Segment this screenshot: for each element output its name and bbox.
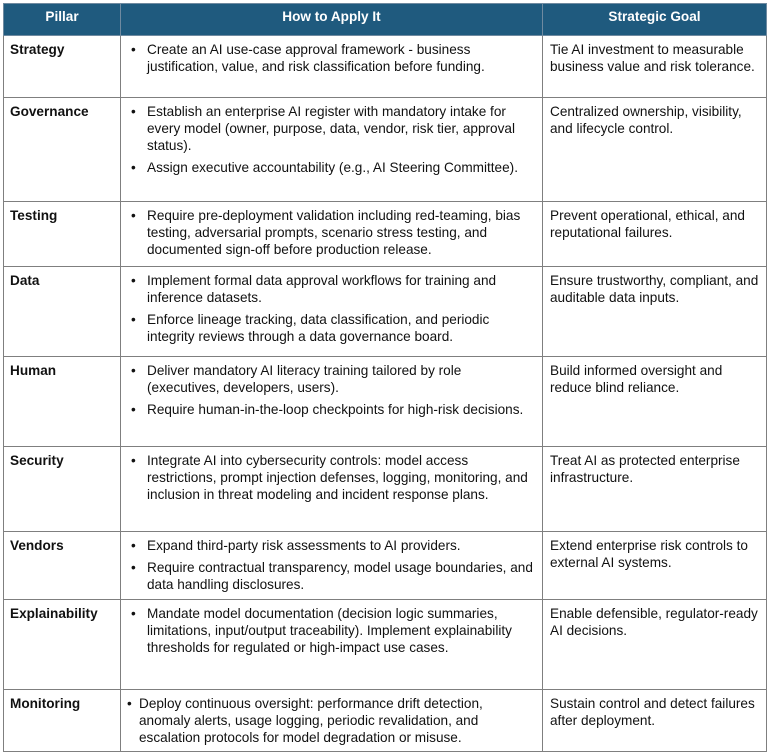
how-cell bbox=[121, 36, 543, 98]
bullet-text: Deploy continuous oversight: performance drift detection, anomaly alerts, usage logging, periodic revalidation, and escalation protocols for model degradation or misuse. bbox=[139, 696, 483, 745]
how-cell bbox=[121, 447, 543, 532]
how-cell bbox=[121, 202, 543, 267]
header-strategic-goal: Strategic Goal bbox=[543, 4, 767, 36]
bullet-list bbox=[127, 272, 536, 345]
pillar-cell: Data bbox=[4, 267, 121, 357]
bullet-text: Enforce lineage tracking, data classification, and periodic integrity reviews through a data governance board. bbox=[147, 312, 490, 344]
pillar-cell: Human bbox=[4, 357, 121, 447]
pillar-cell: Testing bbox=[4, 202, 121, 267]
list-item bbox=[127, 362, 536, 396]
how-cell bbox=[121, 600, 543, 690]
bullet-icon: • bbox=[131, 363, 136, 378]
bullet-icon: • bbox=[131, 606, 136, 621]
table-row bbox=[4, 600, 767, 690]
how-cell bbox=[121, 357, 543, 447]
ai-governance-table bbox=[3, 3, 767, 752]
bullet-icon: • bbox=[131, 42, 136, 57]
goal-cell: Sustain control and detect failures after deployment. bbox=[543, 690, 767, 752]
bullet-icon: • bbox=[131, 453, 136, 468]
list-item bbox=[127, 311, 536, 345]
bullet-text: Implement formal data approval workflows for training and inference datasets. bbox=[147, 273, 497, 305]
list-item bbox=[127, 537, 536, 554]
bullet-icon: • bbox=[131, 312, 136, 327]
bullet-icon: • bbox=[131, 402, 136, 417]
goal-cell: Prevent operational, ethical, and reputational failures. bbox=[543, 202, 767, 267]
bullet-icon: • bbox=[131, 208, 136, 223]
bullet-text: Create an AI use-case approval framework - business justification, value, and risk classification before funding. bbox=[147, 42, 485, 74]
list-item bbox=[127, 401, 536, 418]
bullet-text: Expand third-party risk assessments to AI providers. bbox=[147, 538, 461, 553]
list-item bbox=[127, 695, 536, 746]
bullet-list bbox=[127, 362, 536, 418]
list-item bbox=[127, 559, 536, 593]
table-row bbox=[4, 690, 767, 752]
table-row bbox=[4, 532, 767, 600]
bullet-list bbox=[127, 452, 536, 503]
bullet-list bbox=[127, 695, 536, 746]
bullet-icon: • bbox=[131, 560, 136, 575]
goal-cell: Build informed oversight and reduce blind reliance. bbox=[543, 357, 767, 447]
bullet-list bbox=[127, 103, 536, 176]
how-cell bbox=[121, 98, 543, 202]
how-cell bbox=[121, 532, 543, 600]
list-item bbox=[127, 605, 536, 656]
list-item bbox=[127, 452, 536, 503]
header-how-to-apply: How to Apply It bbox=[121, 4, 543, 36]
bullet-icon: • bbox=[127, 696, 132, 711]
list-item bbox=[127, 159, 536, 176]
list-item bbox=[127, 272, 536, 306]
how-cell bbox=[121, 267, 543, 357]
bullet-icon: • bbox=[131, 160, 136, 175]
bullet-list bbox=[127, 41, 536, 75]
header-pillar: Pillar bbox=[4, 4, 121, 36]
table-row bbox=[4, 36, 767, 98]
bullet-list bbox=[127, 207, 536, 258]
bullet-icon: • bbox=[131, 104, 136, 119]
list-item bbox=[127, 103, 536, 154]
bullet-text: Require contractual transparency, model usage boundaries, and data handling disclosures. bbox=[147, 560, 533, 592]
pillar-cell: Monitoring bbox=[4, 690, 121, 752]
bullet-text: Integrate AI into cybersecurity controls: model access restrictions, prompt injection defenses, logging, monitoring, and inclusion in threat modeling and incident response plans. bbox=[147, 453, 528, 502]
goal-cell: Ensure trustworthy, compliant, and auditable data inputs. bbox=[543, 267, 767, 357]
pillar-cell: Explainability bbox=[4, 600, 121, 690]
table-header-row bbox=[4, 4, 767, 36]
table-row bbox=[4, 447, 767, 532]
list-item bbox=[127, 207, 536, 258]
goal-cell: Treat AI as protected enterprise infrastructure. bbox=[543, 447, 767, 532]
goal-cell: Enable defensible, regulator-ready AI decisions. bbox=[543, 600, 767, 690]
bullet-text: Mandate model documentation (decision logic summaries, limitations, input/output traceability). Implement explainability thresholds for regulated or high-impact use cases. bbox=[147, 606, 512, 655]
bullet-text: Deliver mandatory AI literacy training tailored by role (executives, developers, users). bbox=[147, 363, 462, 395]
pillar-cell: Security bbox=[4, 447, 121, 532]
pillar-cell: Governance bbox=[4, 98, 121, 202]
table-row bbox=[4, 202, 767, 267]
bullet-text: Establish an enterprise AI register with mandatory intake for every model (owner, purpose, data, vendor, risk tier, approval status). bbox=[147, 104, 515, 153]
bullet-list bbox=[127, 537, 536, 593]
bullet-text: Assign executive accountability (e.g., AI Steering Committee). bbox=[147, 160, 518, 175]
how-cell bbox=[121, 690, 543, 752]
pillar-cell: Strategy bbox=[4, 36, 121, 98]
table-row bbox=[4, 267, 767, 357]
table-row bbox=[4, 98, 767, 202]
goal-cell: Extend enterprise risk controls to external AI systems. bbox=[543, 532, 767, 600]
table-row bbox=[4, 357, 767, 447]
bullet-text: Require pre-deployment validation including red-teaming, bias testing, adversarial prompts, scenario stress testing, and documented sign-off before production release. bbox=[147, 208, 521, 257]
bullet-icon: • bbox=[131, 273, 136, 288]
goal-cell: Tie AI investment to measurable business value and risk tolerance. bbox=[543, 36, 767, 98]
bullet-icon: • bbox=[131, 538, 136, 553]
bullet-list bbox=[127, 605, 536, 656]
goal-cell: Centralized ownership, visibility, and lifecycle control. bbox=[543, 98, 767, 202]
list-item bbox=[127, 41, 536, 75]
bullet-text: Require human-in-the-loop checkpoints for high-risk decisions. bbox=[147, 402, 524, 417]
pillar-cell: Vendors bbox=[4, 532, 121, 600]
